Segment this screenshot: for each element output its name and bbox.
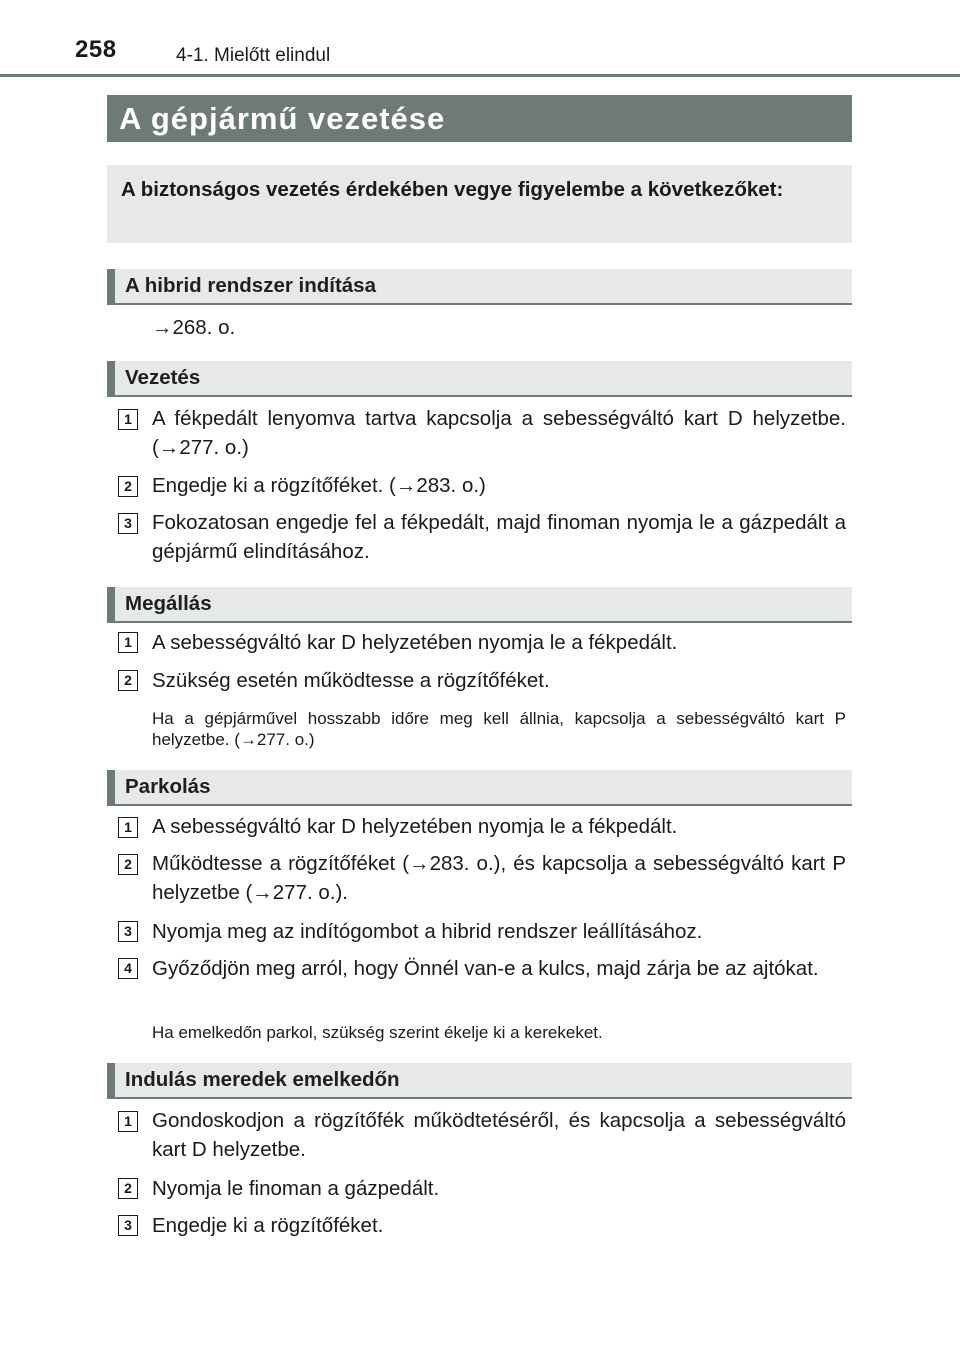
- step-text: A fékpedált lenyomva tartva kapcsolja a sebességváltó kart D helyzetbe. (→277. o.): [152, 407, 846, 459]
- step-number: 3: [118, 513, 138, 534]
- subhead-hill-start: [107, 1063, 852, 1099]
- subhead-stopping: [107, 587, 852, 623]
- subhead-parking: [107, 770, 852, 806]
- step-text: Fokozatosan engedje fel a fékpedált, majd finoman nyomja le a gázpedált a gépjármű elindításához.: [152, 511, 846, 563]
- step-number: 3: [118, 921, 138, 942]
- step-text: Nyomja le finoman a gázpedált.: [152, 1177, 440, 1200]
- step-text: Gondoskodjon a rögzítőfék működtetéséről, és kapcsolja a sebességváltó kart D helyzetbe.: [152, 1109, 846, 1161]
- step-text: Nyomja meg az indítógombot a hibrid rendszer leállításához.: [152, 920, 703, 943]
- step-text: Győződjön meg arról, hogy Önnél van-e a kulcs, majd zárja be az ajtókat.: [152, 957, 819, 980]
- subhead-label: Indulás meredek emelkedőn: [125, 1068, 400, 1091]
- step-number: 2: [118, 476, 138, 497]
- note-text: Ha emelkedőn parkol, szükség szerint ékelje ki a kerekeket.: [152, 1023, 603, 1042]
- step-number: 3: [118, 1215, 138, 1236]
- step-number: 2: [118, 670, 138, 691]
- subhead-label: A hibrid rendszer indítása: [125, 274, 376, 297]
- step-number: 1: [118, 817, 138, 838]
- page-number: 258: [75, 36, 117, 63]
- step-number: 2: [118, 1178, 138, 1199]
- subhead-driving: [107, 361, 852, 397]
- intro-text: A biztonságos vezetés érdekében vegye figyelembe a következőket:: [121, 178, 784, 201]
- note-text: Ha a gépjárművel hosszabb időre meg kell állnia, kapcsolja a sebességváltó kart P helyzetbe. (→277. o.): [152, 709, 846, 749]
- intro-box: [107, 165, 852, 243]
- page-title: A gépjármű vezetése: [119, 101, 446, 136]
- page-reference: →268. o.: [152, 316, 236, 339]
- subhead-label: Megállás: [125, 592, 212, 615]
- step-text: Működtesse a rögzítőféket (→283. o.), és kapcsolja a sebességváltó kart P helyzetbe (→277. o.).: [152, 852, 846, 904]
- page-header: [0, 0, 960, 80]
- step-number: 1: [118, 1111, 138, 1132]
- step-number: 1: [118, 409, 138, 430]
- step-text: A sebességváltó kar D helyzetében nyomja le a fékpedált.: [152, 815, 678, 838]
- subhead-label: Vezetés: [125, 366, 201, 389]
- step-text: Szükség esetén működtesse a rögzítőféket.: [152, 669, 550, 692]
- step-number: 2: [118, 854, 138, 875]
- step-text: A sebességváltó kar D helyzetében nyomja le a fékpedált.: [152, 631, 678, 654]
- step-text: Engedje ki a rögzítőféket. (→283. o.): [152, 474, 486, 497]
- step-text: Engedje ki a rögzítőféket.: [152, 1214, 384, 1237]
- subhead-hybrid-start: [107, 269, 852, 305]
- page-title-bar: [107, 95, 852, 142]
- step-number: 1: [118, 632, 138, 653]
- subhead-label: Parkolás: [125, 775, 211, 798]
- step-number: 4: [118, 958, 138, 979]
- section-path: 4-1. Mielőtt elindul: [176, 45, 331, 66]
- header-rule: [0, 74, 960, 77]
